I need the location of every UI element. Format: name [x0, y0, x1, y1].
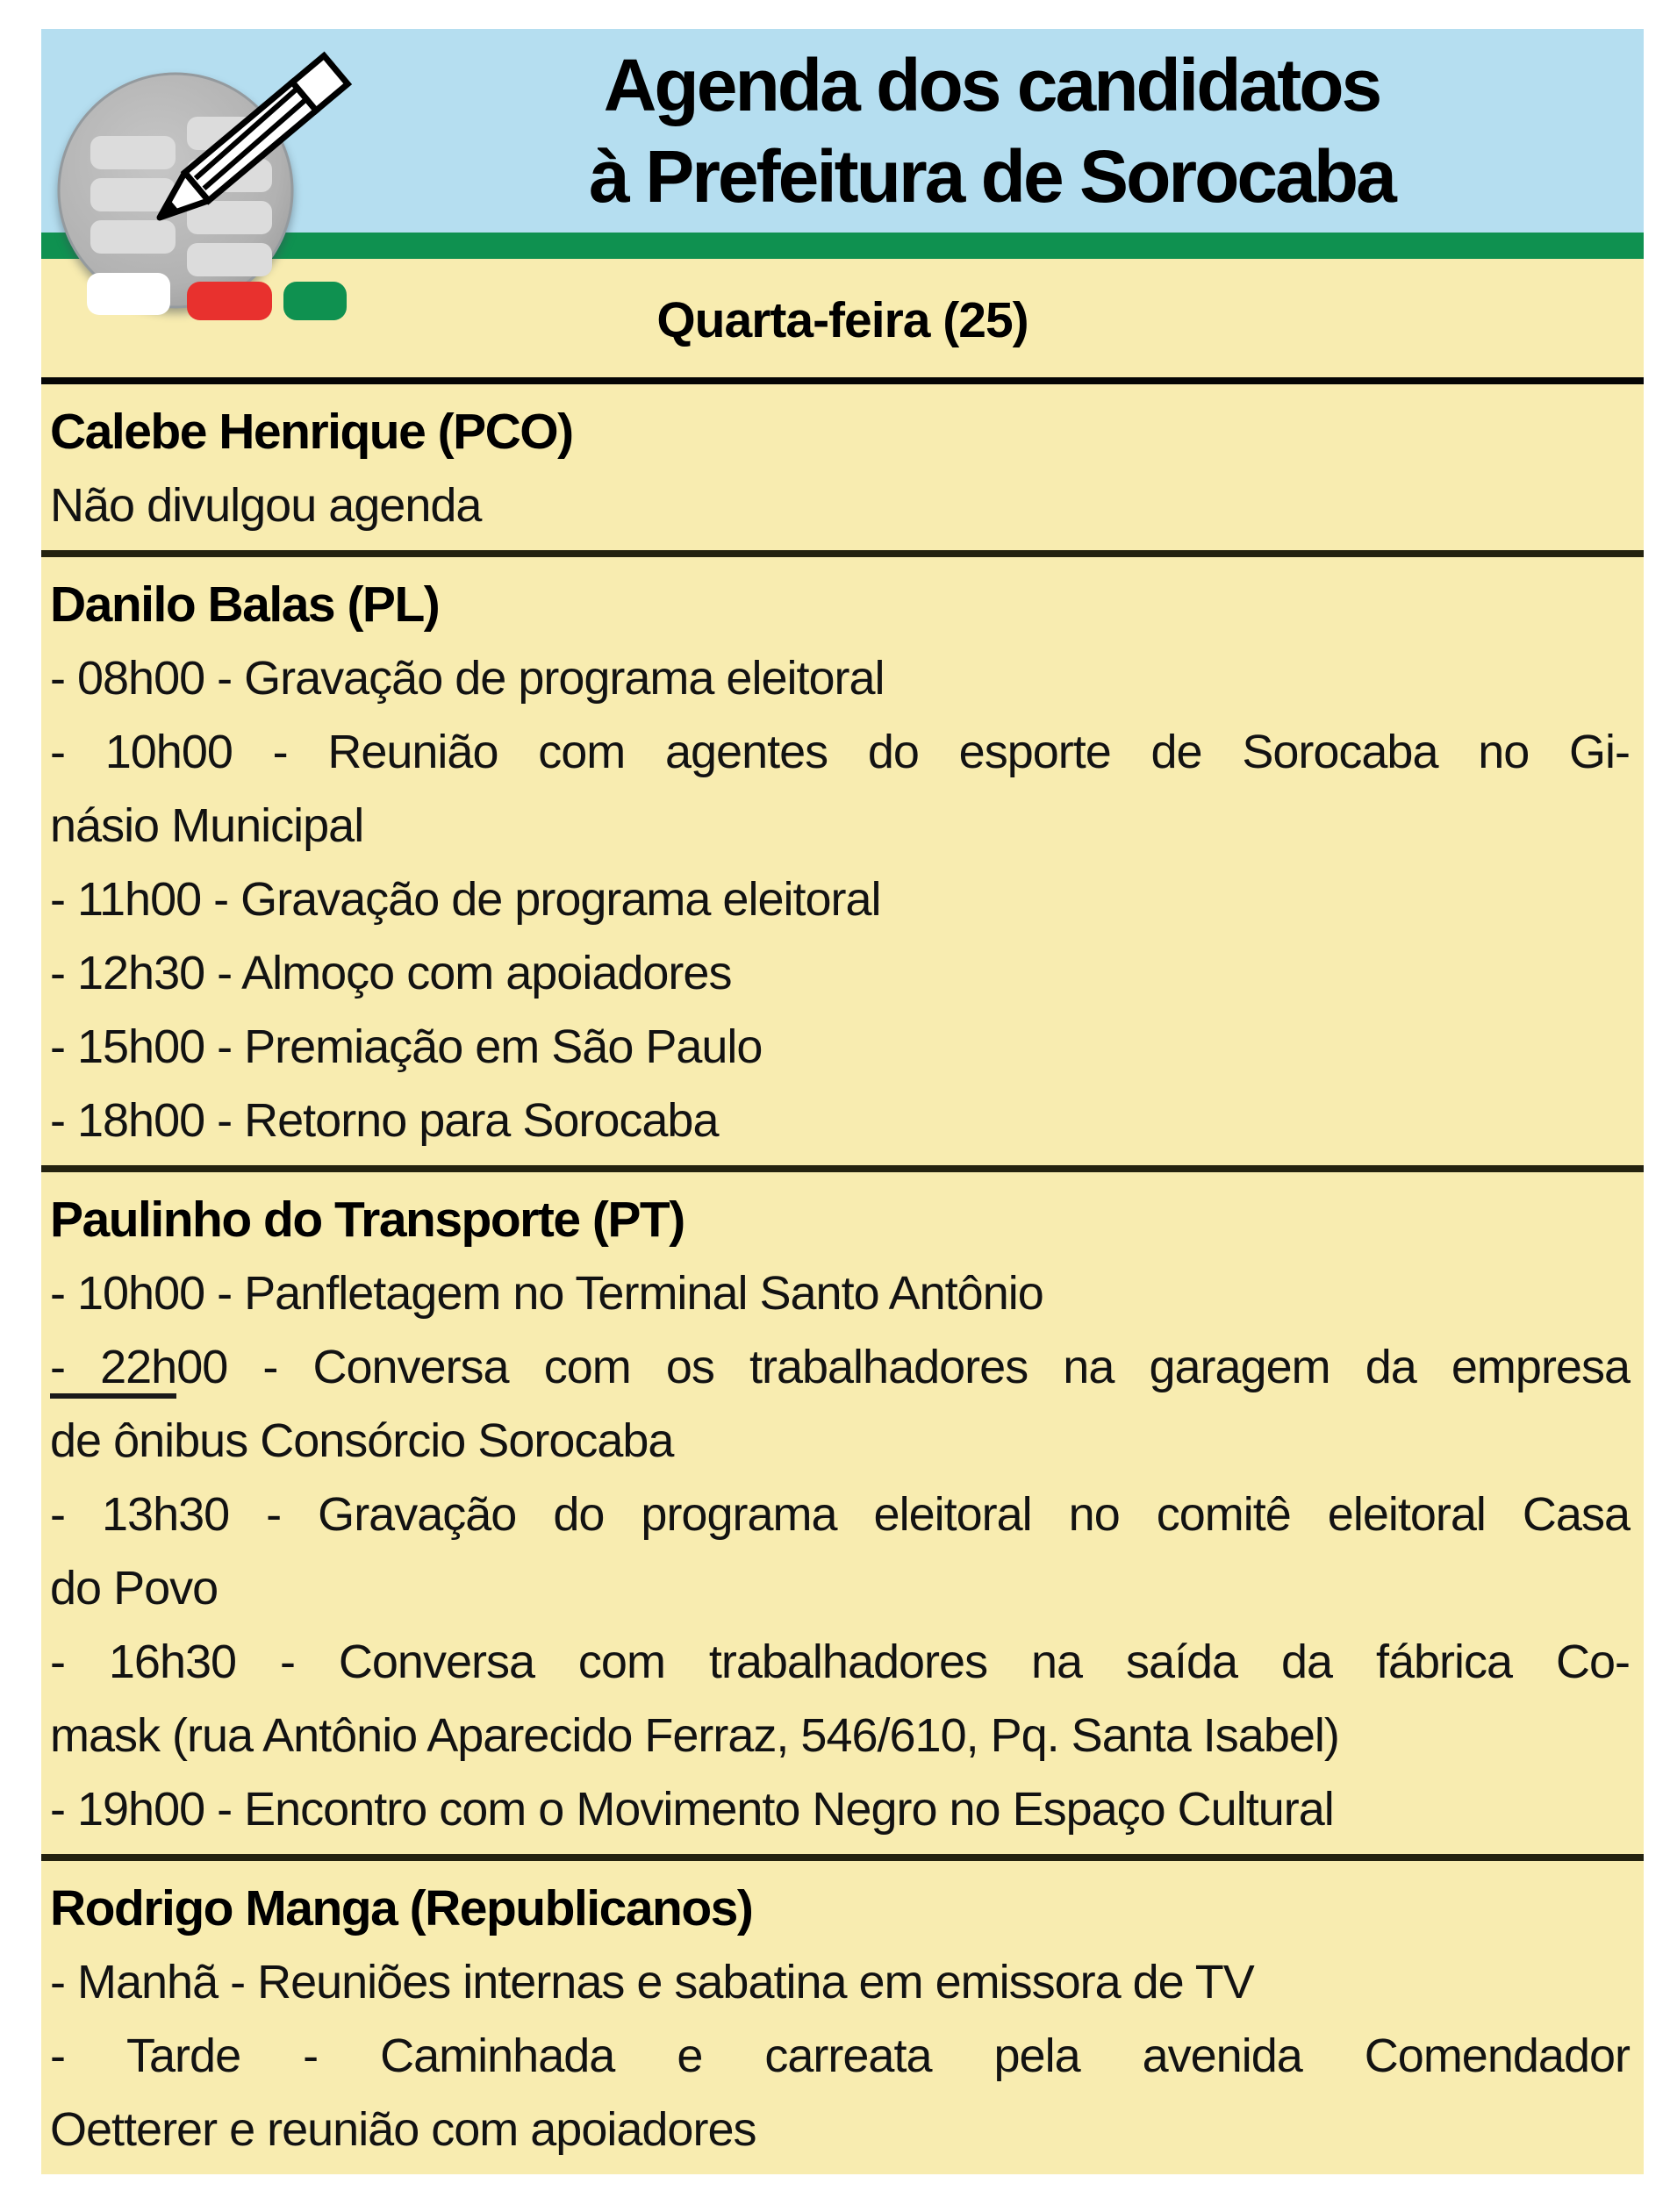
- date-label: Quarta-feira (25): [656, 292, 1029, 348]
- candidate-section: [41, 384, 1644, 550]
- agenda-sections: [41, 377, 1644, 2174]
- candidate-name: Rodrigo Manga (Republicanos): [50, 1880, 753, 1936]
- white-key: [87, 273, 170, 315]
- agenda-item-line: - 11h00 - Gravação de programa eleitoral: [50, 873, 881, 926]
- agenda-infographic: [41, 29, 1644, 2174]
- section-divider: [41, 1165, 1644, 1172]
- agenda-item-line: de ônibus Consórcio Sorocaba: [50, 1414, 674, 1467]
- agenda-item-line: - 19h00 - Encontro com o Movimento Negro no Espaço Cultural: [50, 1783, 1334, 1836]
- candidate-name: Calebe Henrique (PCO): [50, 404, 573, 460]
- agenda-item-line: - 16h30 - Conversa com trabalhadores na saída da fábrica Co-: [50, 1636, 1630, 1688]
- agenda-item-line: násio Municipal: [50, 799, 364, 852]
- red-key: [187, 282, 272, 320]
- header-panel: [41, 29, 1644, 233]
- ballot-pencil-icon: [48, 55, 399, 345]
- agenda-item-line: - 10h00 - Panfletagem no Terminal Santo Antônio: [50, 1267, 1043, 1320]
- candidate-section: [41, 1172, 1644, 1854]
- section-divider: [41, 550, 1644, 557]
- page-title-line2: à Prefeitura de Sorocaba: [589, 135, 1394, 218]
- agenda-item-line: - 10h00 - Reunião com agentes do esporte de Sorocaba no Gi-: [50, 726, 1630, 778]
- agenda-item-line: - 18h00 - Retorno para Sorocaba: [50, 1094, 719, 1147]
- underlined-time: - 22h: [50, 1341, 176, 1399]
- agenda-item-line: do Povo: [50, 1562, 219, 1614]
- candidate-name: Paulinho do Transporte (PT): [50, 1192, 684, 1248]
- agenda-item-line: - 22h00 - Conversa com os trabalhadores na garagem da empresa: [50, 1330, 1630, 1404]
- agenda-item-line: - Manhã - Reuniões internas e sabatina em emissora de TV: [50, 1956, 1254, 2008]
- agenda-item-line: Não divulgou agenda: [50, 479, 482, 532]
- agenda-item-line: - 08h00 - Gravação de programa eleitoral: [50, 652, 885, 705]
- agenda-item-line: mask (rua Antônio Aparecido Ferraz, 546/610, Pq. Santa Isabel): [50, 1709, 1339, 1762]
- agenda-item-line: - Tarde - Caminhada e carreata pela avenida Comendador: [50, 2029, 1630, 2082]
- section-divider: [41, 1854, 1644, 1861]
- candidate-section: [41, 1861, 1644, 2174]
- agenda-body: [41, 259, 1644, 2174]
- page-title-line1: Agenda dos candidatos: [603, 44, 1380, 126]
- candidate-name: Danilo Balas (PL): [50, 576, 440, 633]
- agenda-item-line: Oetterer e reunião com apoiadores: [50, 2103, 756, 2156]
- agenda-item-line: - 15h00 - Premiação em São Paulo: [50, 1020, 763, 1073]
- green-key: [283, 282, 347, 320]
- agenda-item-line: - 12h30 - Almoço com apoiadores: [50, 947, 732, 999]
- candidate-section: [41, 557, 1644, 1165]
- section-divider: [41, 377, 1644, 384]
- agenda-item-line: - 13h30 - Gravação do programa eleitoral no comitê eleitoral Casa: [50, 1488, 1630, 1541]
